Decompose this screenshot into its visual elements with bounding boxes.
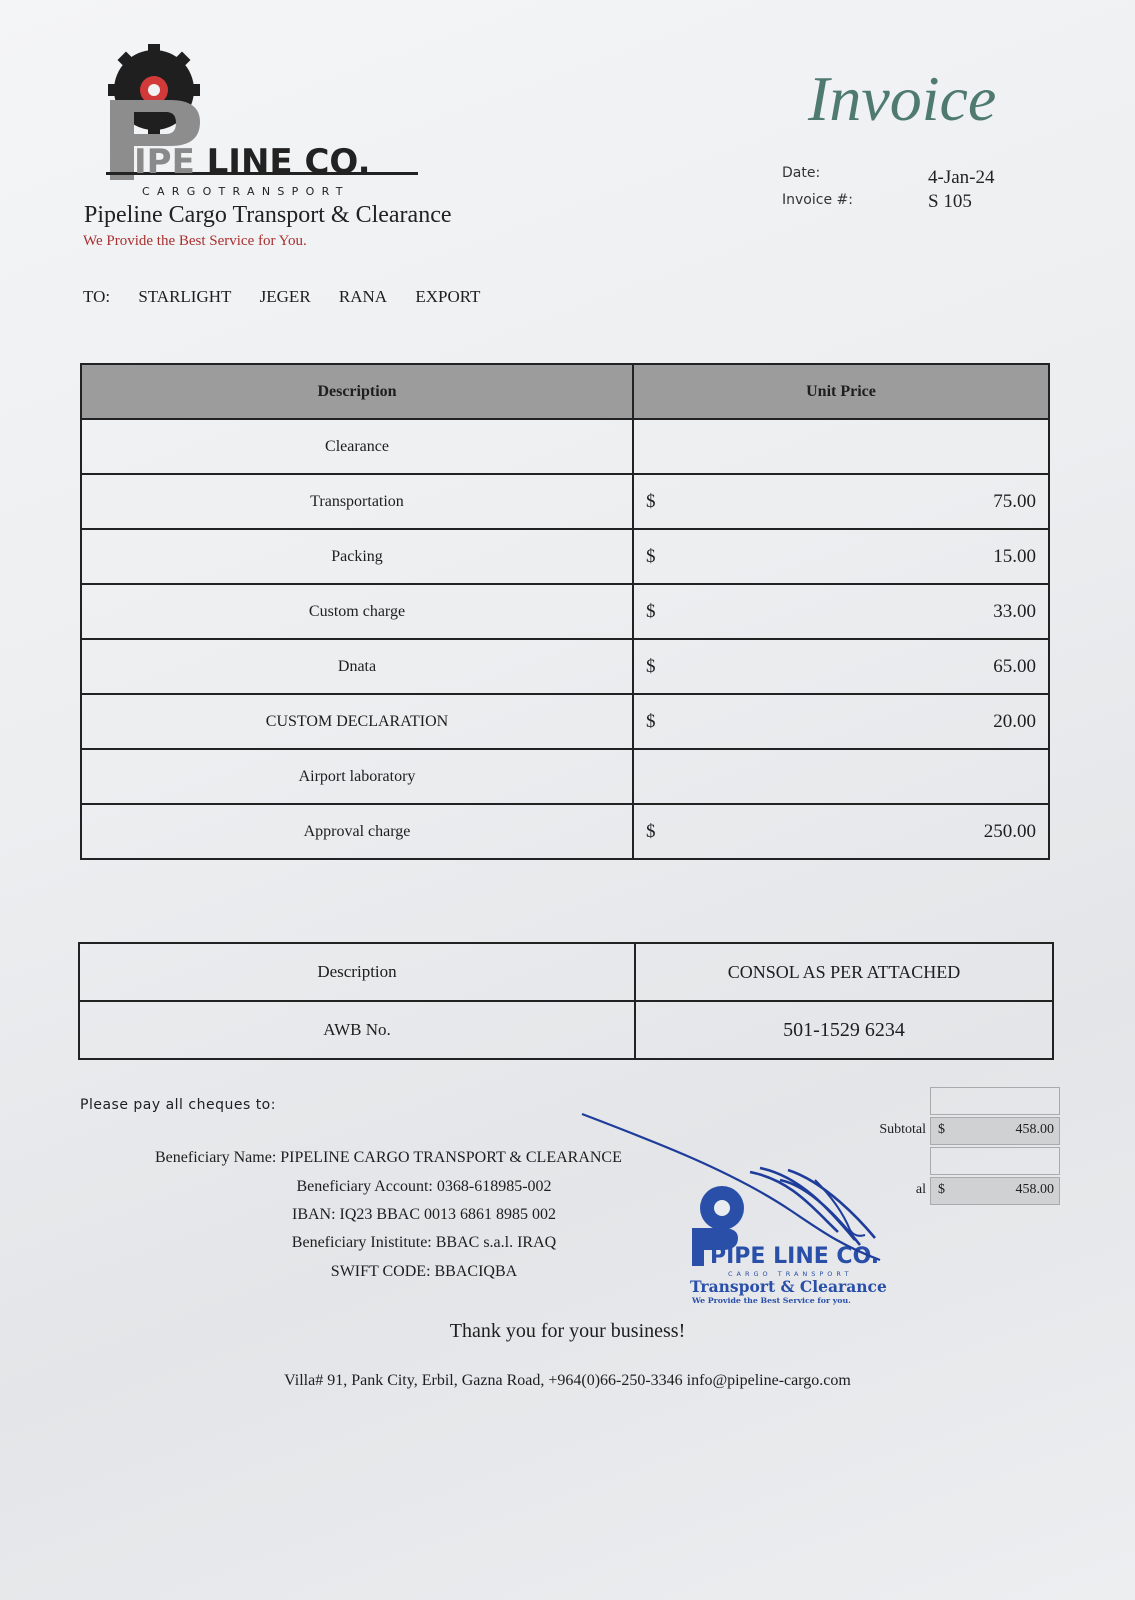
currency-symbol: $ [646, 820, 656, 842]
table-row [79, 1001, 1053, 1059]
table-row [81, 474, 1049, 529]
recipient-word: JEGER [259, 287, 311, 306]
item-description: Approval charge [81, 804, 633, 859]
item-price [633, 584, 1049, 639]
total-currency: $ [938, 1182, 945, 1197]
table-row [81, 639, 1049, 694]
item-description: Clearance [81, 419, 633, 474]
table-row [81, 584, 1049, 639]
invoice-number-value: S 105 [928, 191, 972, 212]
table-header-row [81, 364, 1049, 419]
signature [580, 1110, 910, 1280]
header-description: Description [81, 364, 633, 419]
iban: IBAN: IQ23 BBAC 0013 6861 8985 002 [291, 1206, 556, 1223]
currency-symbol: $ [646, 710, 656, 732]
table-row [81, 419, 1049, 474]
item-price [633, 804, 1049, 859]
item-amount: 20.00 [993, 710, 1036, 732]
subtotal-currency: $ [938, 1122, 945, 1137]
recipient-word: EXPORT [415, 287, 481, 306]
currency-symbol: $ [646, 490, 656, 512]
subtotal-label: Subtotal [879, 1122, 926, 1137]
shipment-table [78, 942, 1054, 1060]
logo-wordmark: IPE LINE CO. [134, 142, 371, 182]
awb-label: AWB No. [79, 1001, 635, 1059]
shipment-description-label: Description [79, 943, 635, 1001]
item-amount: 250.00 [983, 820, 1036, 842]
recipient-word: STARLIGHT [138, 287, 232, 306]
item-description: Custom charge [81, 584, 633, 639]
stamp-line1: Transport & Clearance [690, 1277, 887, 1296]
item-price [633, 639, 1049, 694]
table-row [79, 943, 1053, 1001]
stamp-logo-text: PIPE LINE CO. [710, 1244, 880, 1269]
table-row [81, 694, 1049, 749]
date-value: 4-Jan-24 [928, 167, 995, 188]
stamp-line2: We Provide the Best Service for you. [692, 1296, 851, 1305]
recipient-line [83, 287, 502, 307]
item-description: Packing [81, 529, 633, 584]
total-value: 458.00 [1015, 1182, 1054, 1197]
item-price [633, 749, 1049, 804]
recipient-word: RANA [338, 287, 388, 306]
logo-subtitle: CARGOTRANSPORT [142, 185, 350, 198]
items-table [80, 363, 1050, 860]
item-amount: 65.00 [993, 655, 1036, 677]
table-row [81, 529, 1049, 584]
thank-you-message: Thank you for your business! [449, 1320, 686, 1342]
header-unit-price: Unit Price [633, 364, 1049, 419]
total-label: al [915, 1182, 926, 1197]
currency-symbol: $ [646, 545, 656, 567]
table-row [81, 749, 1049, 804]
item-amount: 75.00 [993, 490, 1036, 512]
swift-code: SWIFT CODE: BBACIQBA [330, 1263, 518, 1280]
item-amount: 33.00 [993, 600, 1036, 622]
stamp-subtitle: CARGO TRANSPORT [728, 1270, 853, 1278]
date-label: Date: [782, 165, 821, 181]
awb-number: 501-1529 6234 [635, 1001, 1053, 1059]
item-amount: 15.00 [993, 545, 1036, 567]
item-price [633, 419, 1049, 474]
item-description: Airport laboratory [81, 749, 633, 804]
beneficiary-institute: Beneficiary Inistitute: BBAC s.a.l. IRAQ [291, 1234, 557, 1251]
invoice-title: Invoice [808, 63, 997, 134]
item-description: Transportation [81, 474, 633, 529]
shipment-description-value: CONSOL AS PER ATTACHED [635, 943, 1053, 1001]
currency-symbol: $ [646, 655, 656, 677]
footer-contact: Villa# 91, Pank City, Erbil, Gazna Road, +964(0)66-250-3346 info@pipeline-cargo.com [284, 1372, 851, 1389]
company-name: Pipeline Cargo Transport & Clearance [84, 202, 452, 228]
invoice-number-label: Invoice #: [782, 192, 853, 208]
item-price [633, 529, 1049, 584]
company-tagline: We Provide the Best Service for You. [83, 233, 307, 249]
beneficiary-name: Beneficiary Name: PIPELINE CARGO TRANSPORT & CLEARANCE [155, 1149, 622, 1166]
subtotal-value: 458.00 [1015, 1122, 1054, 1137]
item-description: Dnata [81, 639, 633, 694]
beneficiary-account: Beneficiary Account: 0368-618985-002 [296, 1178, 552, 1195]
table-row [81, 804, 1049, 859]
recipient-label: TO: [83, 287, 111, 306]
payment-title: Please pay all cheques to: [80, 1097, 276, 1113]
item-description: CUSTOM DECLARATION [81, 694, 633, 749]
item-price [633, 694, 1049, 749]
item-price [633, 474, 1049, 529]
currency-symbol: $ [646, 600, 656, 622]
